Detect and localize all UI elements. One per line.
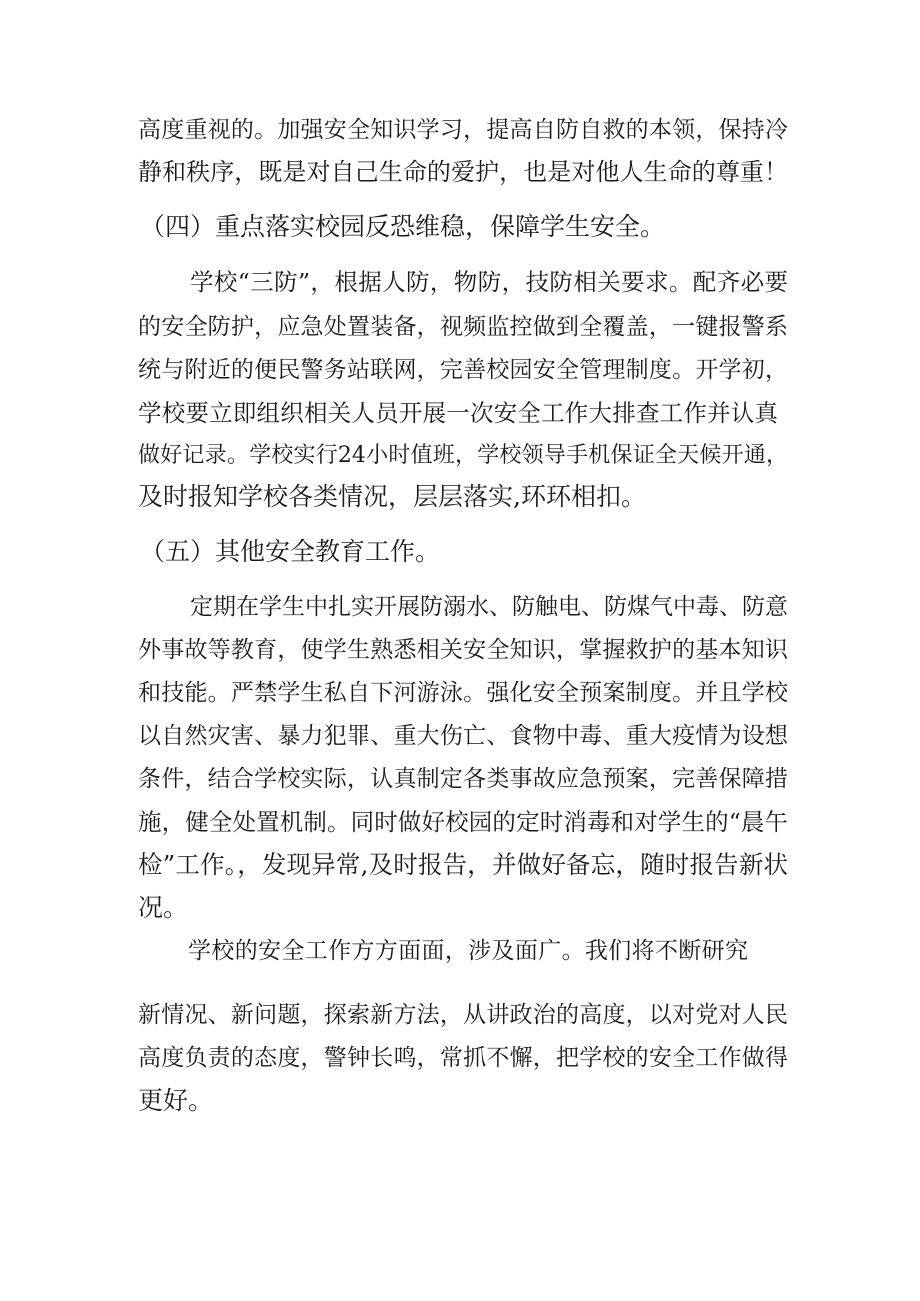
text-line: 检”工作。，发现异常,及时报告，并做好备忘，随时报告新状 (138, 850, 788, 879)
text-line: 和技能。严禁学生私自下河游泳。强化安全预案制度。并且学校 (138, 680, 788, 706)
text-line: 统与附近的便民警务站联网，完善校园安全管理制度。开学初， (138, 357, 788, 383)
text-line: 条件，结合学校实际，认真制定各类事故应急预案，完善保障措 (138, 766, 788, 792)
text-line: 学校要立即组织相关人员开展一次安全工作大排查工作并认真 (138, 399, 778, 427)
text-line: 更好。 (138, 1086, 214, 1115)
text-line: 况。 (138, 893, 189, 922)
text-line: 高度重视的。加强安全知识学习，提高自防自救的本领，保持冷 (138, 117, 788, 143)
text-line: 施，健全处置机制。同时做好校园的定时消毒和对学生的“晨午 (138, 808, 788, 836)
text-line: 定期在学生中扎实开展防溺水、防触电、防煤气中毒、防意 (190, 594, 788, 620)
text-line: 学校“三防”，根据人防，物防，技防相关要求。配齐必要 (190, 268, 788, 296)
section-heading-4: （四）重点落实校园反恐维稳，保障学生安全。 (140, 212, 666, 241)
text-line: 学校的安全工作方方面面，涉及面广。我们将不断研究 (188, 938, 748, 964)
text-line: 高度负责的态度，警钟长鸣，常抓不懈，把学校的安全工作做得 (138, 1045, 788, 1071)
text-line: 及时报知学校各类情况，层层落实,环环相扣。 (138, 482, 646, 511)
text-line: 以自然灾害、暴力犯罪、重大伤亡、食物中毒、重大疫情为设想 (138, 723, 788, 749)
text-line: 外事故等教育，使学生熟悉相关安全知识，掌握救护的基本知识 (138, 637, 788, 663)
text-line: 静和秩序，既是对自己生命的爱护，也是对他人生命的尊重！ (138, 158, 788, 186)
text-line: 的安全防护，应急处置装备，视频监控做到全覆盖，一键报警系 (138, 314, 788, 340)
text-line: 新情况、新问题，探索新方法，从讲政治的高度，以对党对人民 (138, 1002, 788, 1028)
section-heading-5: （五）其他安全教育工作。 (140, 537, 441, 566)
text-line: 做好记录。学校实行24小时值班，学校领导手机保证全天候开通， (138, 443, 788, 468)
